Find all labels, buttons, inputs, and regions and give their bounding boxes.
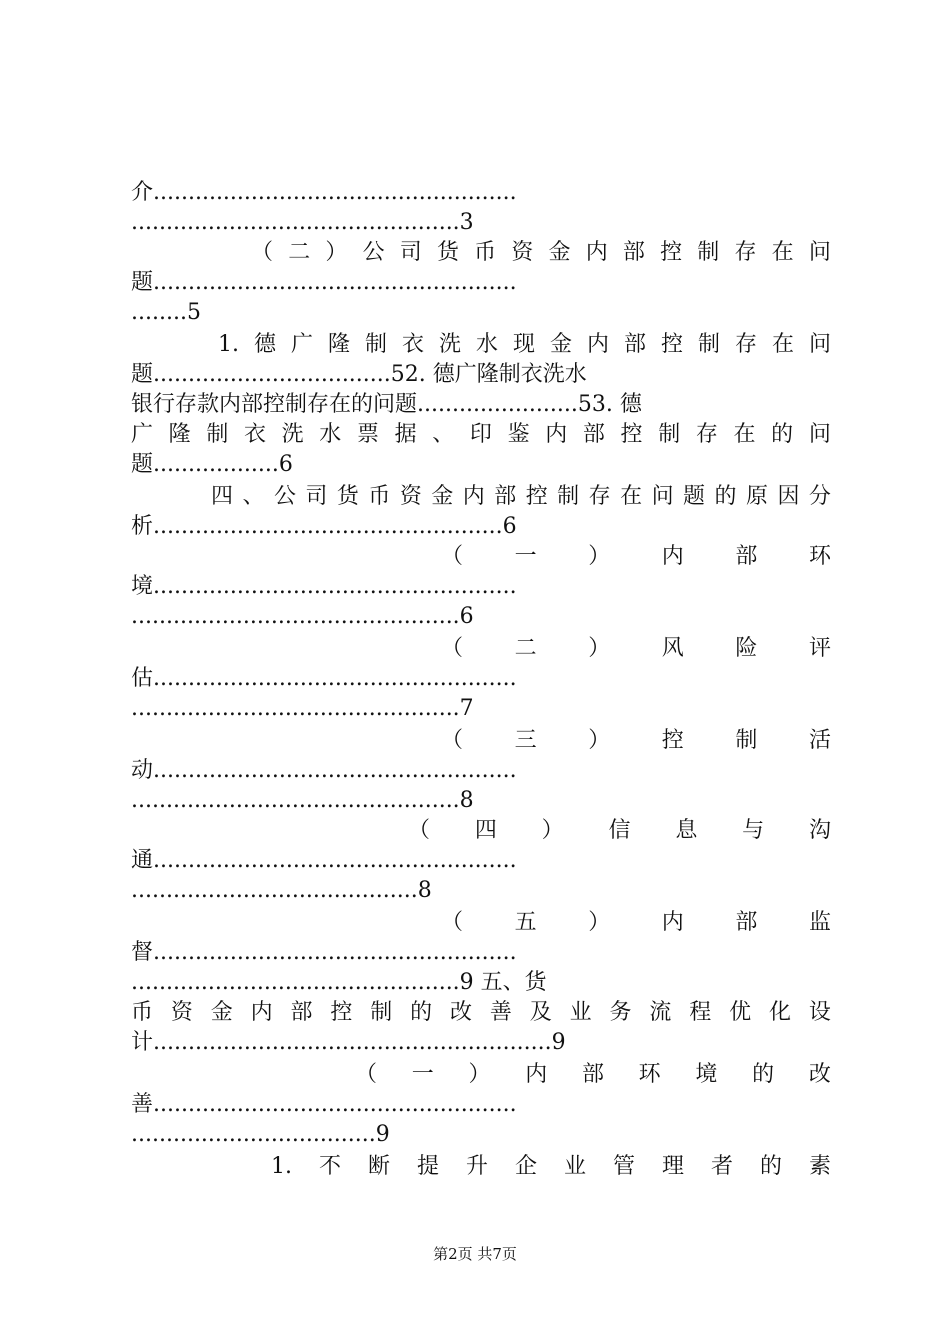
toc-glyph: 题 bbox=[683, 484, 706, 509]
toc-glyph: 的 bbox=[759, 1154, 782, 1179]
toc-glyph: 公 bbox=[362, 240, 385, 265]
toc-line: 介.................................................... bbox=[131, 180, 517, 205]
toc-glyph: 制 bbox=[735, 728, 758, 753]
toc-glyph: 评 bbox=[808, 636, 831, 661]
toc-glyph: 管 bbox=[612, 1154, 635, 1179]
toc-glyph: 司 bbox=[399, 240, 422, 265]
toc-glyph: 流 bbox=[649, 1000, 672, 1025]
toc-glyph: 务 bbox=[609, 1000, 632, 1025]
toc-glyph: 内 bbox=[661, 544, 684, 569]
toc-glyph: 内 bbox=[661, 910, 684, 935]
toc-glyph: 息 bbox=[675, 818, 698, 843]
toc-heading-spread bbox=[211, 482, 831, 512]
toc-line: ...............................................6 bbox=[131, 604, 474, 629]
toc-glyph: 部 bbox=[735, 910, 758, 935]
toc-heading-spread bbox=[131, 420, 831, 450]
toc-glyph: 设 bbox=[808, 1000, 831, 1025]
toc-glyph: 二 bbox=[288, 240, 311, 265]
toc-glyph: 改 bbox=[450, 1000, 473, 1025]
toc-glyph: 币 bbox=[131, 1000, 154, 1025]
toc-glyph: 币 bbox=[368, 484, 391, 509]
toc-glyph: 沟 bbox=[808, 818, 831, 843]
toc-glyph: 、 bbox=[432, 422, 455, 447]
toc-glyph: 理 bbox=[661, 1154, 684, 1179]
toc-glyph: 二 bbox=[514, 636, 537, 661]
toc-glyph: 环 bbox=[808, 544, 831, 569]
toc-glyph: 者 bbox=[710, 1154, 733, 1179]
toc-glyph: 化 bbox=[769, 1000, 792, 1025]
toc-glyph: 企 bbox=[514, 1154, 537, 1179]
toc-glyph: （ bbox=[441, 544, 464, 569]
toc-glyph: ） bbox=[325, 240, 348, 265]
toc-glyph: 部 bbox=[735, 544, 758, 569]
toc-glyph: 部 bbox=[581, 1062, 604, 1087]
toc-glyph: 部 bbox=[622, 240, 645, 265]
toc-glyph: ） bbox=[588, 544, 611, 569]
toc-glyph: ） bbox=[588, 636, 611, 661]
toc-glyph: 业 bbox=[563, 1154, 586, 1179]
toc-line: .........................................8 bbox=[131, 878, 432, 903]
toc-glyph: 优 bbox=[729, 1000, 752, 1025]
toc-glyph: 金 bbox=[431, 484, 454, 509]
toc-glyph: 内 bbox=[585, 240, 608, 265]
toc-glyph: 在 bbox=[771, 332, 794, 357]
toc-glyph: 金 bbox=[549, 332, 572, 357]
toc-glyph: 部 bbox=[290, 1000, 313, 1025]
toc-glyph: 一 bbox=[514, 544, 537, 569]
toc-glyph: 制 bbox=[658, 422, 681, 447]
toc-line: 境.................................................... bbox=[131, 574, 517, 599]
toc-glyph: 水 bbox=[319, 422, 342, 447]
toc-glyph: 境 bbox=[695, 1062, 718, 1087]
toc-glyph: 现 bbox=[512, 332, 535, 357]
toc-glyph: 衣 bbox=[401, 332, 424, 357]
toc-glyph: 控 bbox=[660, 332, 683, 357]
toc-glyph: 控 bbox=[660, 240, 683, 265]
toc-glyph: 内 bbox=[462, 484, 485, 509]
toc-line: 题..................................52. 德广隆制衣洗水 bbox=[131, 362, 587, 387]
toc-glyph: 业 bbox=[569, 1000, 592, 1025]
toc-glyph: 货 bbox=[336, 484, 359, 509]
toc-glyph: 程 bbox=[689, 1000, 712, 1025]
toc-glyph: ） bbox=[588, 910, 611, 935]
toc-line: ...................................9 bbox=[131, 1122, 390, 1147]
toc-line: ........5 bbox=[131, 300, 201, 325]
toc-glyph: 制 bbox=[697, 332, 720, 357]
toc-glyph: 控 bbox=[620, 422, 643, 447]
toc-line: 督.................................................... bbox=[131, 940, 517, 965]
toc-glyph: ） bbox=[541, 818, 564, 843]
toc-glyph: 四 bbox=[474, 818, 497, 843]
toc-heading-spread bbox=[251, 238, 831, 268]
toc-glyph: 据 bbox=[394, 422, 417, 447]
toc-glyph: 德 bbox=[253, 332, 276, 357]
toc-glyph: 水 bbox=[475, 332, 498, 357]
toc-heading-spread bbox=[408, 816, 831, 846]
toc-glyph: 隆 bbox=[168, 422, 191, 447]
toc-glyph: 资 bbox=[170, 1000, 193, 1025]
toc-glyph: 原 bbox=[745, 484, 768, 509]
toc-glyph: 部 bbox=[494, 484, 517, 509]
toc-glyph: 司 bbox=[305, 484, 328, 509]
toc-glyph: 金 bbox=[210, 1000, 233, 1025]
toc-glyph: 鉴 bbox=[507, 422, 530, 447]
toc-glyph: 印 bbox=[469, 422, 492, 447]
toc-glyph: 五 bbox=[514, 910, 537, 935]
toc-glyph: 不 bbox=[318, 1154, 341, 1179]
toc-glyph: 信 bbox=[608, 818, 631, 843]
toc-heading-spread bbox=[441, 908, 831, 938]
toc-glyph: 部 bbox=[623, 332, 646, 357]
toc-glyph: 控 bbox=[330, 1000, 353, 1025]
toc-glyph: 及 bbox=[529, 1000, 552, 1025]
toc-glyph: 存 bbox=[588, 484, 611, 509]
toc-line: ...............................................8 bbox=[131, 788, 474, 813]
toc-glyph: 内 bbox=[545, 422, 568, 447]
toc-line: ...............................................9 五、货 bbox=[131, 970, 547, 995]
toc-glyph: 洗 bbox=[281, 422, 304, 447]
toc-glyph: 金 bbox=[548, 240, 571, 265]
toc-line: 估.................................................... bbox=[131, 666, 517, 691]
toc-glyph: 因 bbox=[777, 484, 800, 509]
toc-glyph: 内 bbox=[525, 1062, 548, 1087]
toc-glyph: 活 bbox=[808, 728, 831, 753]
toc-glyph: 货 bbox=[436, 240, 459, 265]
toc-glyph: 洗 bbox=[438, 332, 461, 357]
toc-line: ...............................................3 bbox=[131, 210, 474, 235]
toc-glyph: 三 bbox=[514, 728, 537, 753]
toc-line: 银行存款内部控制存在的问题.......................53. 德 bbox=[131, 392, 642, 417]
toc-glyph: 险 bbox=[735, 636, 758, 661]
toc-glyph: 控 bbox=[525, 484, 548, 509]
toc-glyph: 断 bbox=[367, 1154, 390, 1179]
toc-glyph: 制 bbox=[370, 1000, 393, 1025]
toc-glyph: 提 bbox=[416, 1154, 439, 1179]
toc-glyph: 问 bbox=[808, 422, 831, 447]
toc-glyph: 善 bbox=[489, 1000, 512, 1025]
toc-glyph: （ bbox=[441, 728, 464, 753]
toc-glyph: 一 bbox=[411, 1062, 434, 1087]
toc-glyph: 改 bbox=[808, 1062, 831, 1087]
toc-glyph: 升 bbox=[465, 1154, 488, 1179]
toc-glyph: 1. bbox=[271, 1154, 292, 1179]
toc-line: 计.........................................................9 bbox=[131, 1030, 566, 1055]
toc-heading-spread bbox=[441, 726, 831, 756]
toc-glyph: （ bbox=[408, 818, 431, 843]
toc-glyph: 控 bbox=[661, 728, 684, 753]
toc-glyph: 在 bbox=[620, 484, 643, 509]
toc-glyph: 存 bbox=[695, 422, 718, 447]
toc-glyph: （ bbox=[355, 1062, 378, 1087]
toc-line: 善.................................................... bbox=[131, 1092, 517, 1117]
toc-glyph: 监 bbox=[808, 910, 831, 935]
toc-line: ...............................................7 bbox=[131, 696, 474, 721]
toc-glyph: 存 bbox=[734, 240, 757, 265]
toc-glyph: 部 bbox=[582, 422, 605, 447]
toc-line: 析..................................................6 bbox=[131, 514, 517, 539]
toc-glyph: 衣 bbox=[243, 422, 266, 447]
toc-glyph: 隆 bbox=[327, 332, 350, 357]
toc-glyph: 票 bbox=[356, 422, 379, 447]
toc-glyph: 内 bbox=[586, 332, 609, 357]
toc-glyph: 分 bbox=[808, 484, 831, 509]
toc-glyph: 环 bbox=[638, 1062, 661, 1087]
toc-glyph: 广 bbox=[131, 422, 154, 447]
toc-glyph: （ bbox=[441, 636, 464, 661]
toc-glyph: 的 bbox=[410, 1000, 433, 1025]
toc-glyph: 1. bbox=[218, 332, 239, 357]
toc-glyph: 制 bbox=[206, 422, 229, 447]
toc-glyph: 制 bbox=[697, 240, 720, 265]
toc-heading-spread bbox=[355, 1060, 831, 1090]
toc-line: 动.................................................... bbox=[131, 758, 517, 783]
toc-glyph: 素 bbox=[808, 1154, 831, 1179]
toc-glyph: （ bbox=[251, 240, 274, 265]
toc-glyph: 在 bbox=[771, 240, 794, 265]
toc-line: 题.................................................... bbox=[131, 270, 517, 295]
toc-glyph: 问 bbox=[808, 240, 831, 265]
toc-glyph: 与 bbox=[742, 818, 765, 843]
toc-glyph: 的 bbox=[714, 484, 737, 509]
toc-glyph: 内 bbox=[250, 1000, 273, 1025]
toc-line: 题..................6 bbox=[131, 452, 293, 477]
toc-glyph: 币 bbox=[474, 240, 497, 265]
page-footer: 第2页 共7页 bbox=[433, 1245, 517, 1263]
toc-glyph: 的 bbox=[752, 1062, 775, 1087]
toc-glyph: 问 bbox=[651, 484, 674, 509]
toc-heading-spread bbox=[218, 330, 831, 360]
toc-glyph: 制 bbox=[557, 484, 580, 509]
toc-glyph: 四 bbox=[211, 484, 234, 509]
toc-glyph: 问 bbox=[808, 332, 831, 357]
toc-heading-spread bbox=[131, 998, 831, 1028]
toc-line: 通.................................................... bbox=[131, 848, 517, 873]
toc-glyph: 公 bbox=[273, 484, 296, 509]
toc-heading-spread bbox=[271, 1152, 831, 1182]
toc-glyph: 在 bbox=[733, 422, 756, 447]
toc-glyph: 资 bbox=[511, 240, 534, 265]
toc-heading-spread bbox=[441, 634, 831, 664]
toc-glyph: ） bbox=[588, 728, 611, 753]
toc-glyph: 风 bbox=[661, 636, 684, 661]
toc-glyph: 制 bbox=[364, 332, 387, 357]
toc-glyph: 资 bbox=[399, 484, 422, 509]
toc-glyph: 存 bbox=[734, 332, 757, 357]
toc-glyph: 、 bbox=[242, 484, 265, 509]
toc-glyph: ） bbox=[468, 1062, 491, 1087]
toc-heading-spread bbox=[441, 542, 831, 572]
toc-glyph: 的 bbox=[771, 422, 794, 447]
toc-glyph: （ bbox=[441, 910, 464, 935]
toc-glyph: 广 bbox=[290, 332, 313, 357]
